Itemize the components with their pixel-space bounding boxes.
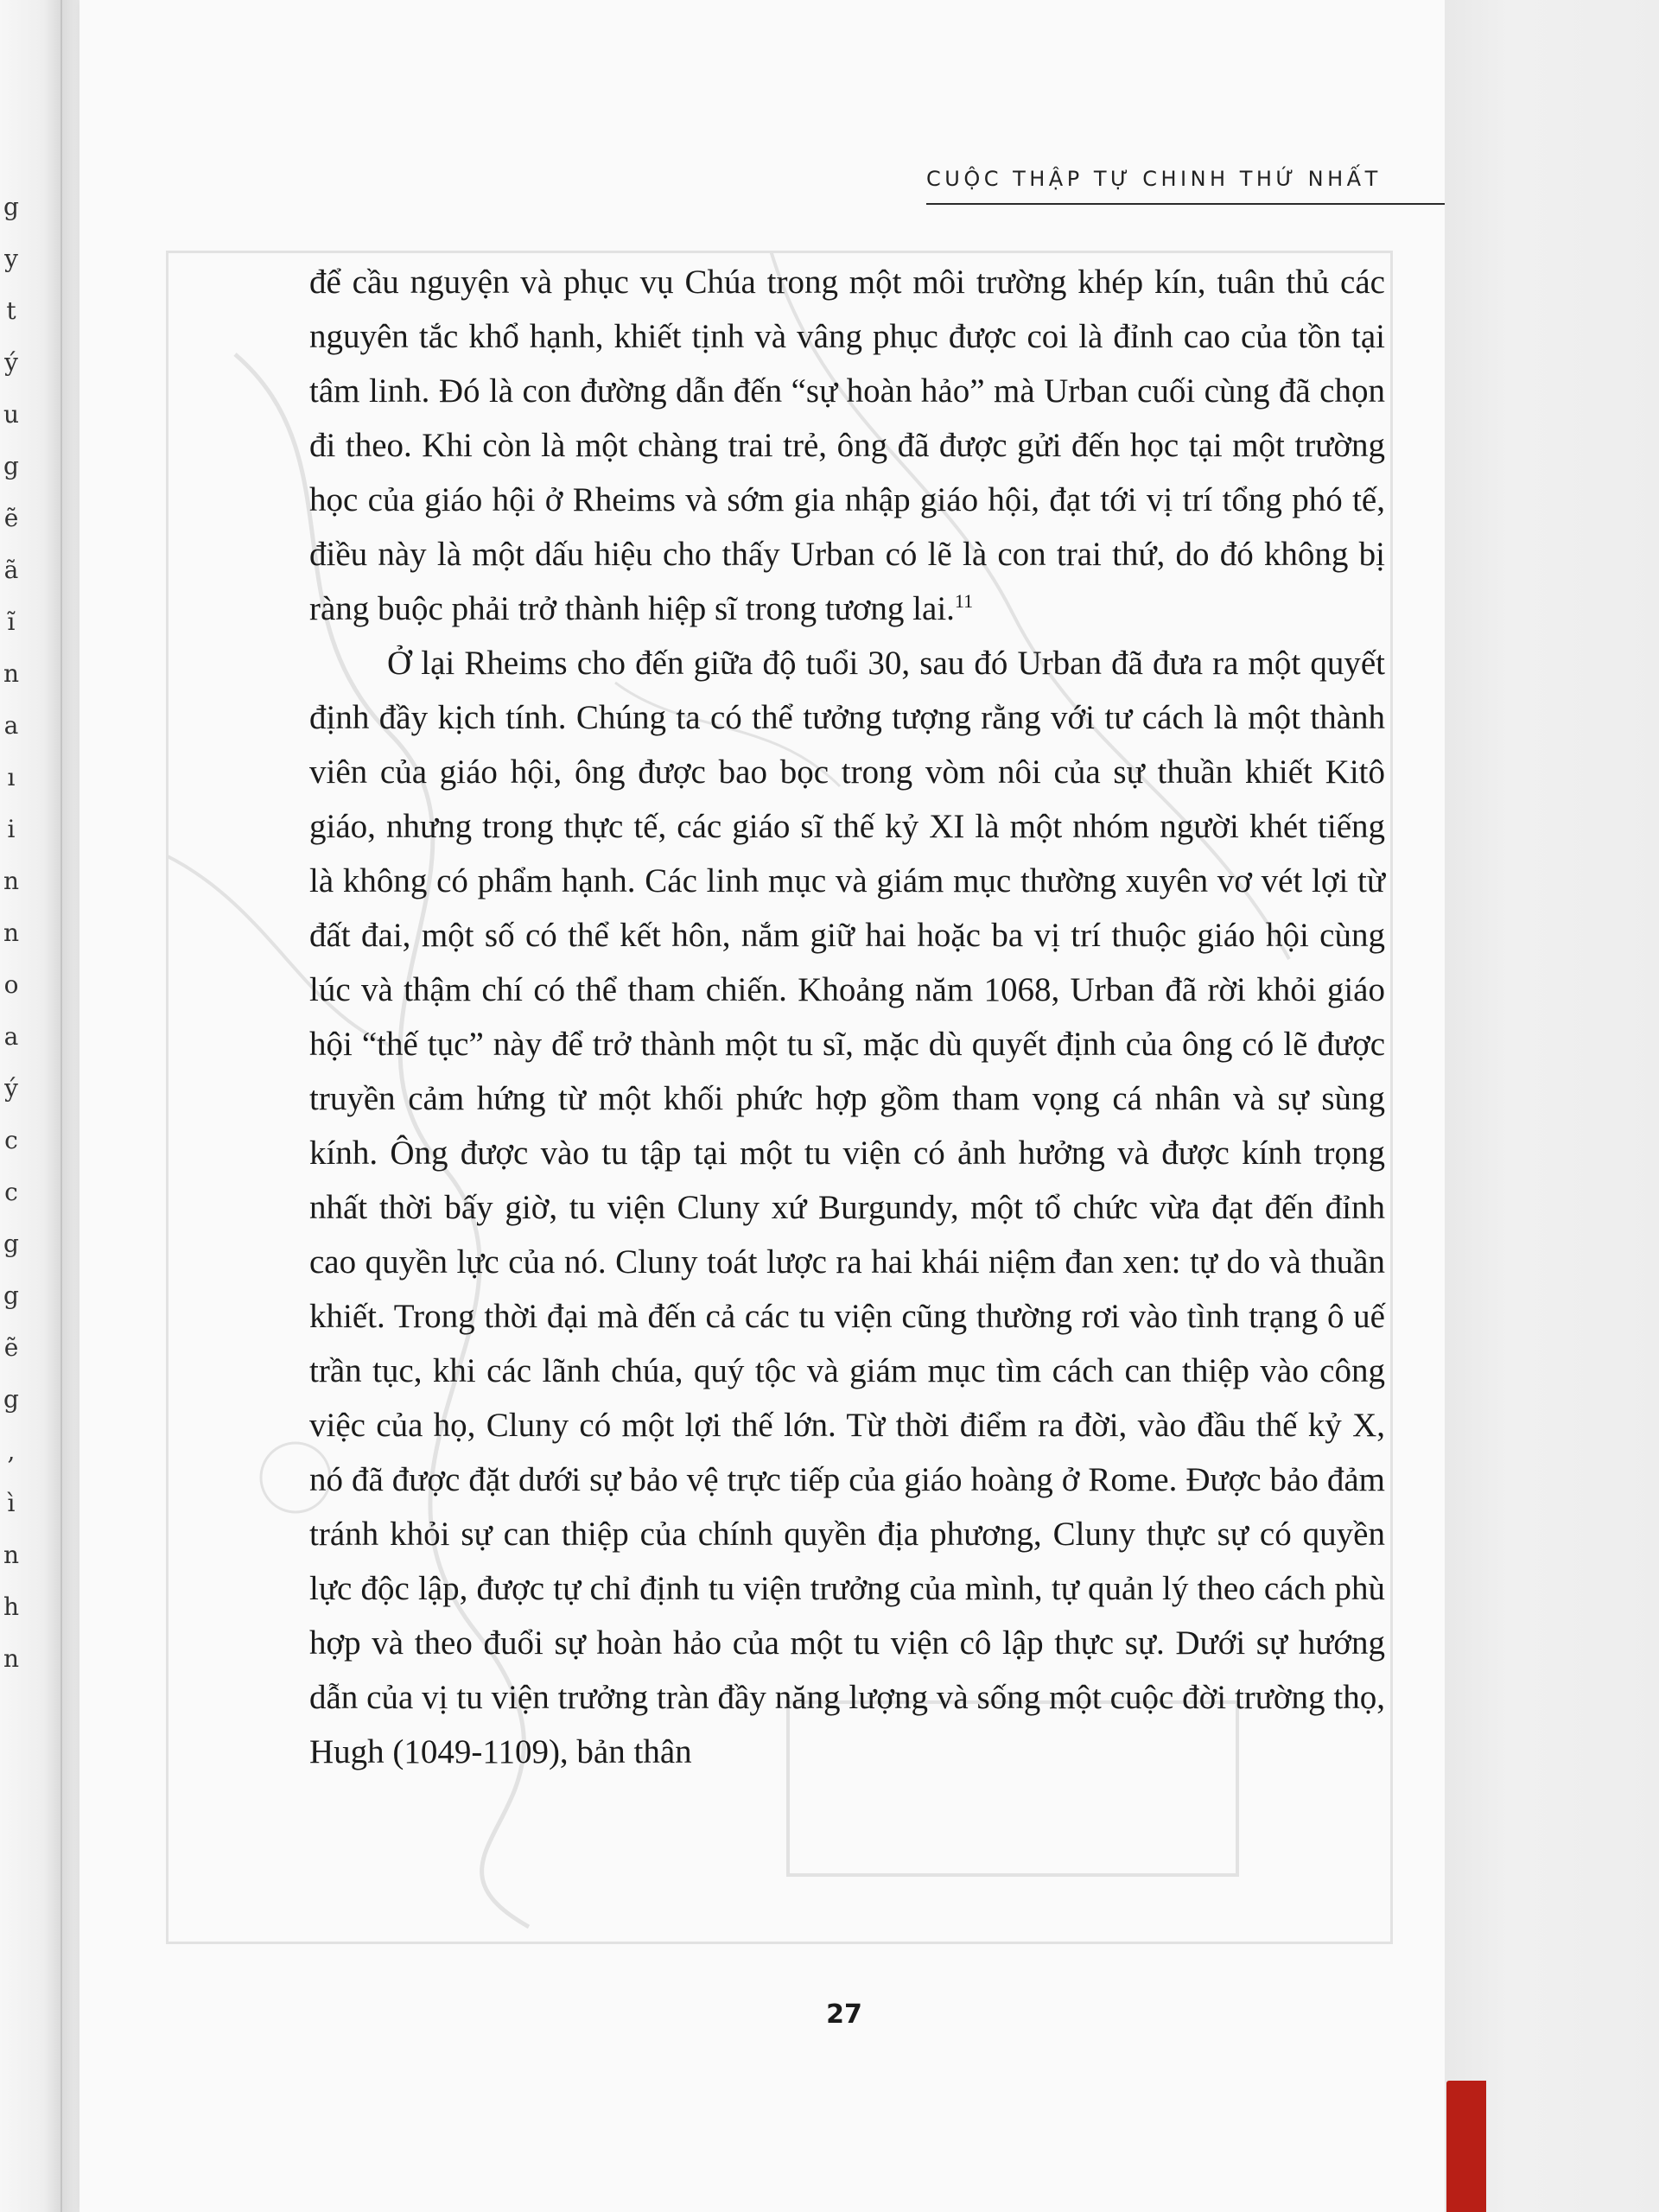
edge-letter: c xyxy=(4,1126,18,1154)
edge-letter: g xyxy=(3,193,19,221)
bookmark-ribbon xyxy=(1446,2081,1486,2212)
page-number: 27 xyxy=(826,1999,862,2030)
edge-letter: , xyxy=(7,1437,16,1465)
running-header xyxy=(926,163,1522,205)
edge-letter: a xyxy=(3,711,19,740)
paragraph-2: Ở lại Rheims cho đến giữa độ tuổi 30, sau đó Urban đã đưa ra một quyết định đầy kịch tính. Chúng ta có thể tưởng tượng rằng với tư cách là một thành viên của giáo hội, ông được bao bọc trong vòm nôi của sự thuần khiết Kitô giáo, nhưng trong thực tế, các giáo sĩ thế kỷ XI là một nhóm người khét tiếng là không có phẩm hạnh. Các linh mục và giám mục thường xuyên vơ vét lợi từ đất đai, một số có thể kết hôn, nắm giữ hai hoặc ba vị trí thuộc giáo hội cùng lúc và thậm chí có thể tham chiến. Khoảng năm 1068, Urban đã rời khỏi giáo hội “thế tục” này để trở thành một tu sĩ, mặc dù quyết định của ông có lẽ được truyền cảm hứng từ một khối phức hợp gồm tham vọng cá nhân và sự sùng kính. Ông được vào tu tập tại một tu viện có ảnh hưởng và được kính trọng nhất thời bấy giờ, tu viện Cluny xứ Burgundy, một tổ chức vừa đạt đến đỉnh cao quyền lực của nó. Cluny toát lược ra hai khái niệm đan xen: tự do và thuần khiết. Trong thời đại mà đến cả các tu viện cũng thường rơi vào tình trạng ô uế trần tục, khi các lãnh chúa, quý tộc và giám mục tìm cách can thiệp vào công việc của họ, Cluny có một lợi thế lớn. Từ thời điểm ra đời, vào đầu thế kỷ X, nó đã được đặt dưới sự bảo vệ trực tiếp của giáo hoàng ở Rome. Được bảo đảm tránh khỏi sự can thiệp của chính quyền địa phương, Cluny thực sự có quyền lực độc lập, được tự chỉ định tu viện trưởng của mình, tự quản lý theo cách phù hợp và theo đuổi sự hoàn hảo của một tu viện cô lập thực sự. Dưới sự hướng dẫn của vị tu viện trưởng tràn đầy năng lượng và sống một cuộc đời trường thọ, Hugh (1049-1109), bản thân xyxy=(309,645,1385,1770)
edge-letter: ì xyxy=(7,1489,16,1517)
edge-letter: a xyxy=(3,1022,19,1051)
edge-letter: ẽ xyxy=(3,504,19,532)
body-text xyxy=(309,255,1385,1779)
desk-surface xyxy=(1445,0,1659,2212)
paragraph-1-text: để cầu nguyện và phục vụ Chúa trong một môi trường khép kín, tuân thủ các nguyên tắc khổ hạnh, khiết tịnh và vâng phục được coi là đỉnh cao của tồn tại tâm linh. Đó là con đường dẫn đến “sự hoàn hảo” mà Urban cuối cùng đã chọn đi theo. Khi còn là một chàng trai trẻ, ông đã được gửi đến học tại một trường học của giáo hội ở Rheims và sớm gia nhập giáo hội, đạt tới vị trí tổng phó tế, điều này là một dấu hiệu cho thấy Urban có lẽ là con trai thứ, do đó không bị ràng buộc phải trở thành hiệp sĩ trong tương lai. xyxy=(309,264,1385,627)
edge-letter: t xyxy=(6,296,16,325)
edge-letter: n xyxy=(3,1644,20,1673)
edge-letter: g xyxy=(3,1281,19,1310)
edge-letter: n xyxy=(3,867,20,895)
book-page xyxy=(79,0,1445,2212)
edge-letter: n xyxy=(3,659,20,688)
edge-letter: ı xyxy=(7,763,16,791)
edge-letter: u xyxy=(3,400,20,429)
edge-letter: ĩ xyxy=(7,607,16,636)
edge-letter: h xyxy=(3,1592,20,1621)
paragraph-1 xyxy=(309,255,1385,636)
edge-letter: y xyxy=(4,245,18,273)
edge-letter: g xyxy=(3,1385,19,1414)
edge-letter: ẽ xyxy=(3,1333,19,1362)
running-header-title: CUỘC THẬP TỰ CHINH THỨ NHẤT xyxy=(926,167,1382,191)
previous-page-letters xyxy=(0,181,22,1685)
edge-letter: n xyxy=(3,918,20,947)
edge-letter: g xyxy=(3,1230,19,1258)
footnote-reference[interactable]: 11 xyxy=(954,590,974,612)
edge-letter: n xyxy=(3,1541,20,1569)
edge-letter: i xyxy=(7,815,16,843)
edge-letter: ý xyxy=(4,348,18,377)
previous-page-edge xyxy=(0,0,62,2212)
edge-letter: ã xyxy=(3,556,19,584)
edge-letter: c xyxy=(4,1178,18,1206)
edge-letter: ý xyxy=(4,1074,18,1103)
edge-letter: g xyxy=(3,452,19,480)
edge-letter: o xyxy=(3,970,19,999)
